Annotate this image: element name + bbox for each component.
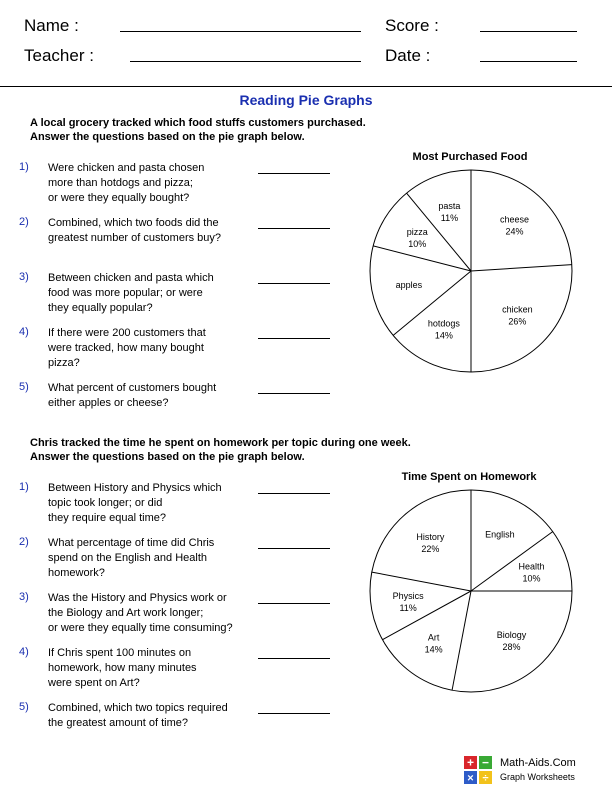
question-number: 1) bbox=[19, 161, 29, 173]
answer-line[interactable] bbox=[258, 338, 330, 339]
slice-label: Art bbox=[427, 632, 440, 643]
question-line: Were chicken and pasta chosen bbox=[48, 162, 205, 174]
date-answer-line[interactable] bbox=[480, 61, 577, 62]
brand-name: Math-Aids.Com bbox=[500, 757, 576, 769]
svg-text:÷: ÷ bbox=[482, 772, 489, 785]
slice-label: Health bbox=[518, 561, 545, 572]
question-number: 1) bbox=[19, 481, 29, 493]
score-answer-line[interactable] bbox=[480, 31, 577, 32]
question-line: greatest number of customers buy? bbox=[48, 232, 222, 244]
slice-label: English bbox=[485, 529, 515, 540]
question-text bbox=[48, 161, 258, 206]
question-text bbox=[48, 381, 258, 411]
answer-line[interactable] bbox=[258, 603, 330, 604]
question-line: homework, how many minutes bbox=[48, 662, 197, 674]
answer-line[interactable] bbox=[258, 393, 330, 394]
question-number: 2) bbox=[19, 536, 29, 548]
homework-pie-chart bbox=[368, 488, 574, 694]
question-text bbox=[48, 326, 258, 371]
question-text bbox=[48, 591, 258, 636]
slice-value-label: 28% bbox=[502, 642, 521, 653]
question-text bbox=[48, 701, 258, 731]
food-pie-chart bbox=[368, 168, 574, 374]
question-number: 5) bbox=[19, 701, 29, 713]
slice-label: pasta bbox=[438, 201, 461, 212]
question-line: What percentage of time did Chris bbox=[48, 537, 215, 549]
slice-label: apples bbox=[395, 279, 423, 290]
slice-label: Biology bbox=[496, 630, 527, 641]
question-number: 2) bbox=[19, 216, 29, 228]
slice-value-label: 10% bbox=[522, 573, 541, 584]
score-label: Score : bbox=[385, 16, 439, 35]
section2-intro-line1: Chris tracked the time he spent on homework per topic during one week. bbox=[30, 437, 411, 449]
slice-value-label: 24% bbox=[505, 226, 524, 237]
answer-line[interactable] bbox=[258, 173, 330, 174]
date-label: Date : bbox=[385, 46, 431, 65]
question-line: more than hotdogs and pizza; bbox=[48, 177, 193, 189]
question-number: 4) bbox=[19, 326, 29, 338]
section1-intro bbox=[30, 116, 366, 144]
slice-value-label: 22% bbox=[421, 543, 440, 554]
question-number: 4) bbox=[19, 646, 29, 658]
slice-label: History bbox=[416, 531, 445, 542]
question-line: food was more popular; or were bbox=[48, 287, 203, 299]
question-text bbox=[48, 271, 258, 316]
question-number: 3) bbox=[19, 591, 29, 603]
name-label: Name : bbox=[24, 16, 79, 35]
question-line: spend on the English and Health bbox=[48, 552, 208, 564]
slice-value-label: 10% bbox=[408, 238, 427, 249]
question-text bbox=[48, 481, 258, 526]
slice-label: cheese bbox=[500, 214, 530, 225]
question-line: the greatest amount of time? bbox=[48, 717, 189, 729]
question-line: were spent on Art? bbox=[48, 677, 140, 689]
teacher-answer-line[interactable] bbox=[130, 61, 361, 62]
question-number: 3) bbox=[19, 271, 29, 283]
teacher-label: Teacher : bbox=[24, 46, 94, 65]
slice-label: pizza bbox=[406, 226, 428, 237]
svg-text:+: + bbox=[466, 755, 475, 770]
svg-text:×: × bbox=[467, 772, 474, 785]
slice-label: hotdogs bbox=[427, 318, 460, 329]
question-line: or were they equally time consuming? bbox=[48, 622, 233, 634]
answer-line[interactable] bbox=[258, 283, 330, 284]
question-text bbox=[48, 536, 258, 581]
question-text bbox=[48, 646, 258, 691]
question-number: 5) bbox=[19, 381, 29, 393]
answer-line[interactable] bbox=[258, 493, 330, 494]
question-line: pizza? bbox=[48, 357, 80, 369]
question-line: Between History and Physics which bbox=[48, 482, 222, 494]
question-line: the Biology and Art work longer; bbox=[48, 607, 204, 619]
header-divider bbox=[0, 86, 612, 87]
section2-intro bbox=[30, 436, 411, 464]
question-text bbox=[48, 216, 258, 246]
question-line: If Chris spent 100 minutes on bbox=[48, 647, 192, 659]
chart1-title: Most Purchased Food bbox=[412, 151, 528, 163]
answer-line[interactable] bbox=[258, 228, 330, 229]
question-line: they require equal time? bbox=[48, 512, 167, 524]
question-line: topic took longer; or did bbox=[48, 497, 163, 509]
question-line: either apples or cheese? bbox=[48, 397, 169, 409]
question-line: If there were 200 customers that bbox=[48, 327, 206, 339]
question-line: they equally popular? bbox=[48, 302, 153, 314]
section2-intro-line2: Answer the questions based on the pie graph below. bbox=[30, 451, 305, 463]
slice-value-label: 14% bbox=[424, 644, 443, 655]
question-line: Combined, which two foods did the bbox=[48, 217, 219, 229]
name-answer-line[interactable] bbox=[120, 31, 361, 32]
section1-intro-line2: Answer the questions based on the pie graph below. bbox=[30, 131, 305, 143]
question-line: or were they equally bought? bbox=[48, 192, 190, 204]
answer-line[interactable] bbox=[258, 658, 330, 659]
question-line: homework? bbox=[48, 567, 105, 579]
question-line: Between chicken and pasta which bbox=[48, 272, 214, 284]
slice-value-label: 26% bbox=[508, 316, 527, 327]
page-title: Reading Pie Graphs bbox=[239, 92, 373, 108]
math-aids-logo-icon bbox=[463, 755, 493, 785]
slice-value-label: 11% bbox=[440, 213, 459, 224]
question-line: Combined, which two topics required bbox=[48, 702, 228, 714]
chart2-title: Time Spent on Homework bbox=[401, 471, 537, 483]
brand-subtitle: Graph Worksheets bbox=[500, 772, 575, 782]
slice-label: chicken bbox=[502, 304, 533, 315]
answer-line[interactable] bbox=[258, 713, 330, 714]
slice-value-label: 14% bbox=[434, 330, 453, 341]
slice-value-label: 11% bbox=[399, 602, 417, 613]
section1-intro-line1: A local grocery tracked which food stuffs customers purchased. bbox=[30, 117, 366, 129]
question-line: Was the History and Physics work or bbox=[48, 592, 227, 604]
question-line: were tracked, how many bought bbox=[48, 342, 204, 354]
slice-label: Physics bbox=[392, 590, 424, 601]
svg-text:−: − bbox=[481, 755, 490, 770]
answer-line[interactable] bbox=[258, 548, 330, 549]
question-line: What percent of customers bought bbox=[48, 382, 217, 394]
